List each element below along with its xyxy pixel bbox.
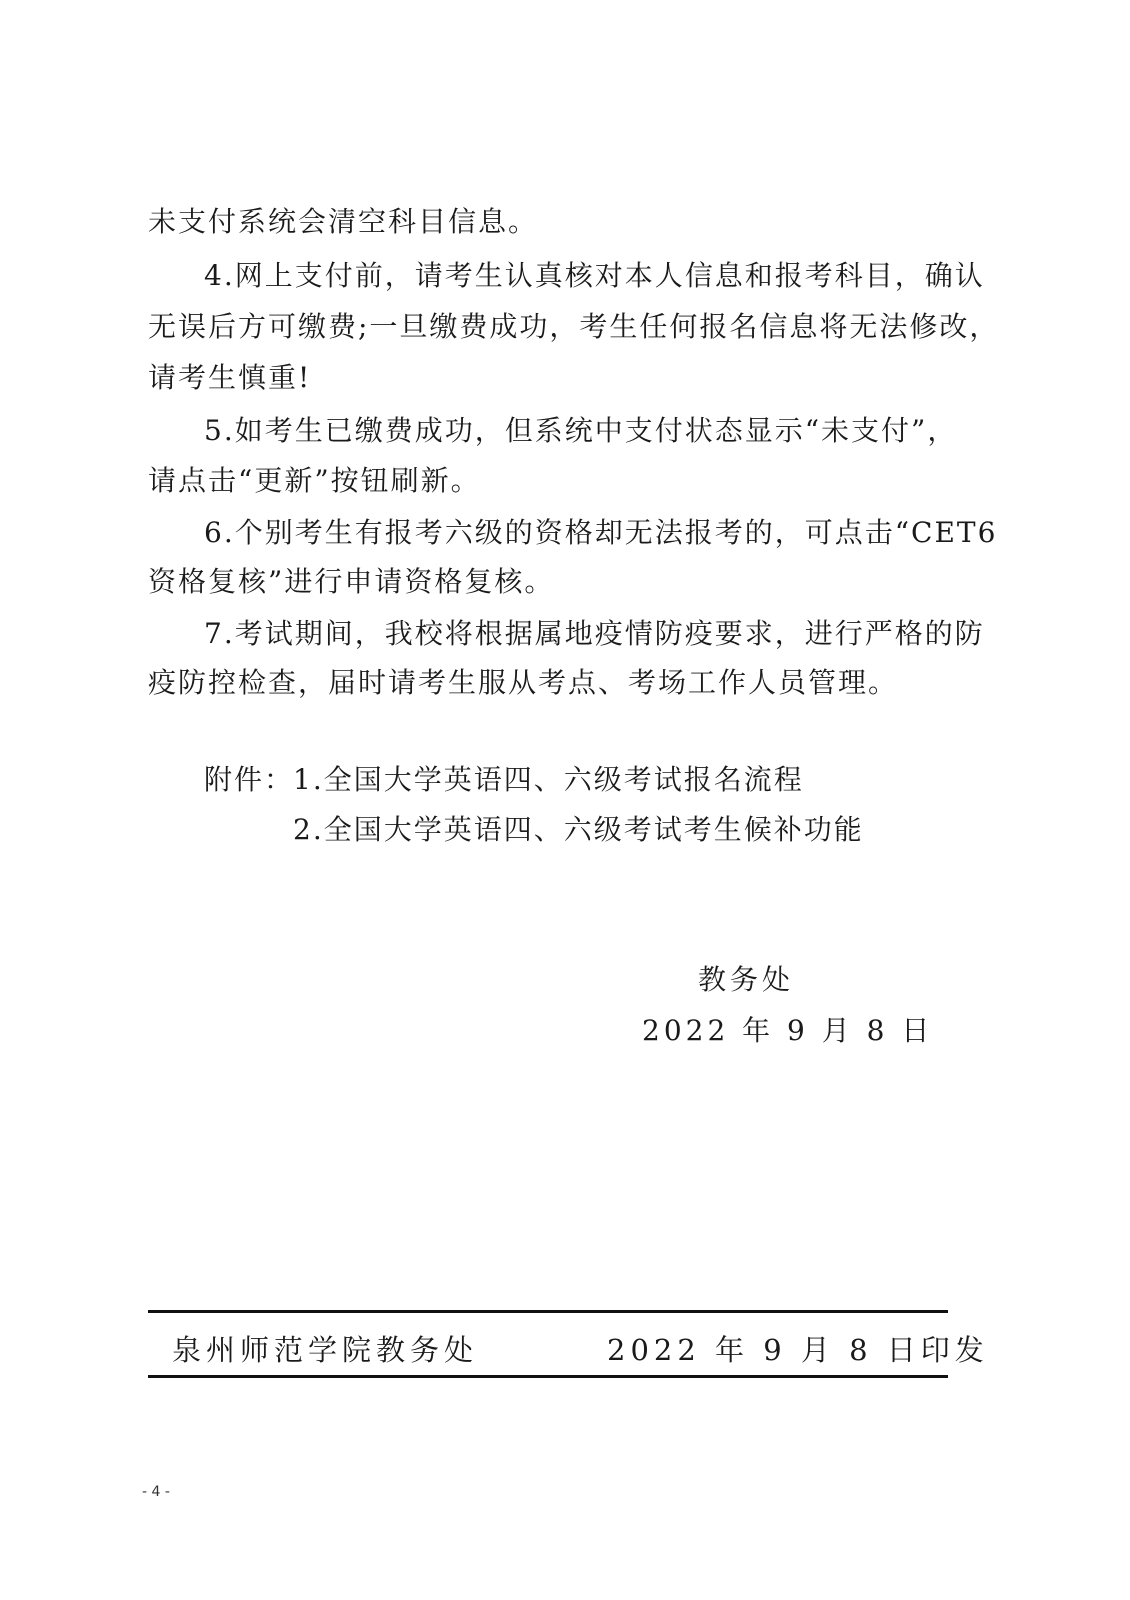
footer-issuer: 泉州师范学院教务处 — [172, 1333, 479, 1367]
attachment-item-1: 1.全国大学英语四、六级考试报名流程 — [293, 763, 804, 796]
body-line-4: 请考生慎重! — [148, 361, 312, 394]
signature-department: 教务处 — [698, 963, 795, 996]
attachment-item-2: 2.全国大学英语四、六级考试考生候补功能 — [293, 813, 864, 846]
signature-date: 2022 年 9 月 8 日 — [642, 1014, 934, 1047]
body-line-6: 请点击“更新”按钮刷新。 — [148, 464, 481, 497]
body-line-3: 无误后方可缴费;一旦缴费成功，考生任何报名信息将无法修改， — [148, 310, 1000, 343]
body-line-2: 4.网上支付前，请考生认真核对本人信息和报考科目，确认 — [204, 259, 985, 292]
footer-issue-date: 2022 年 9 月 8 日印发 — [607, 1333, 989, 1367]
body-line-8: 资格复核”进行申请资格复核。 — [148, 565, 555, 598]
footer-top-rule — [148, 1310, 948, 1313]
body-line-5: 5.如考生已缴费成功，但系统中支付状态显示“未支付”， — [204, 414, 958, 447]
body-line-7: 6.个别考生有报考六级的资格却无法报考的，可点击“CET6 — [204, 516, 998, 549]
body-line-10: 疫防控检查，届时请考生服从考点、考场工作人员管理。 — [148, 666, 899, 699]
body-line-9: 7.考试期间，我校将根据属地疫情防疫要求，进行严格的防 — [204, 617, 985, 650]
footer-bottom-rule — [148, 1375, 948, 1378]
attachments-label: 附件： — [204, 763, 295, 796]
page-number: - 4 - — [142, 1484, 170, 1500]
body-line-1: 未支付系统会清空科目信息。 — [148, 205, 539, 238]
